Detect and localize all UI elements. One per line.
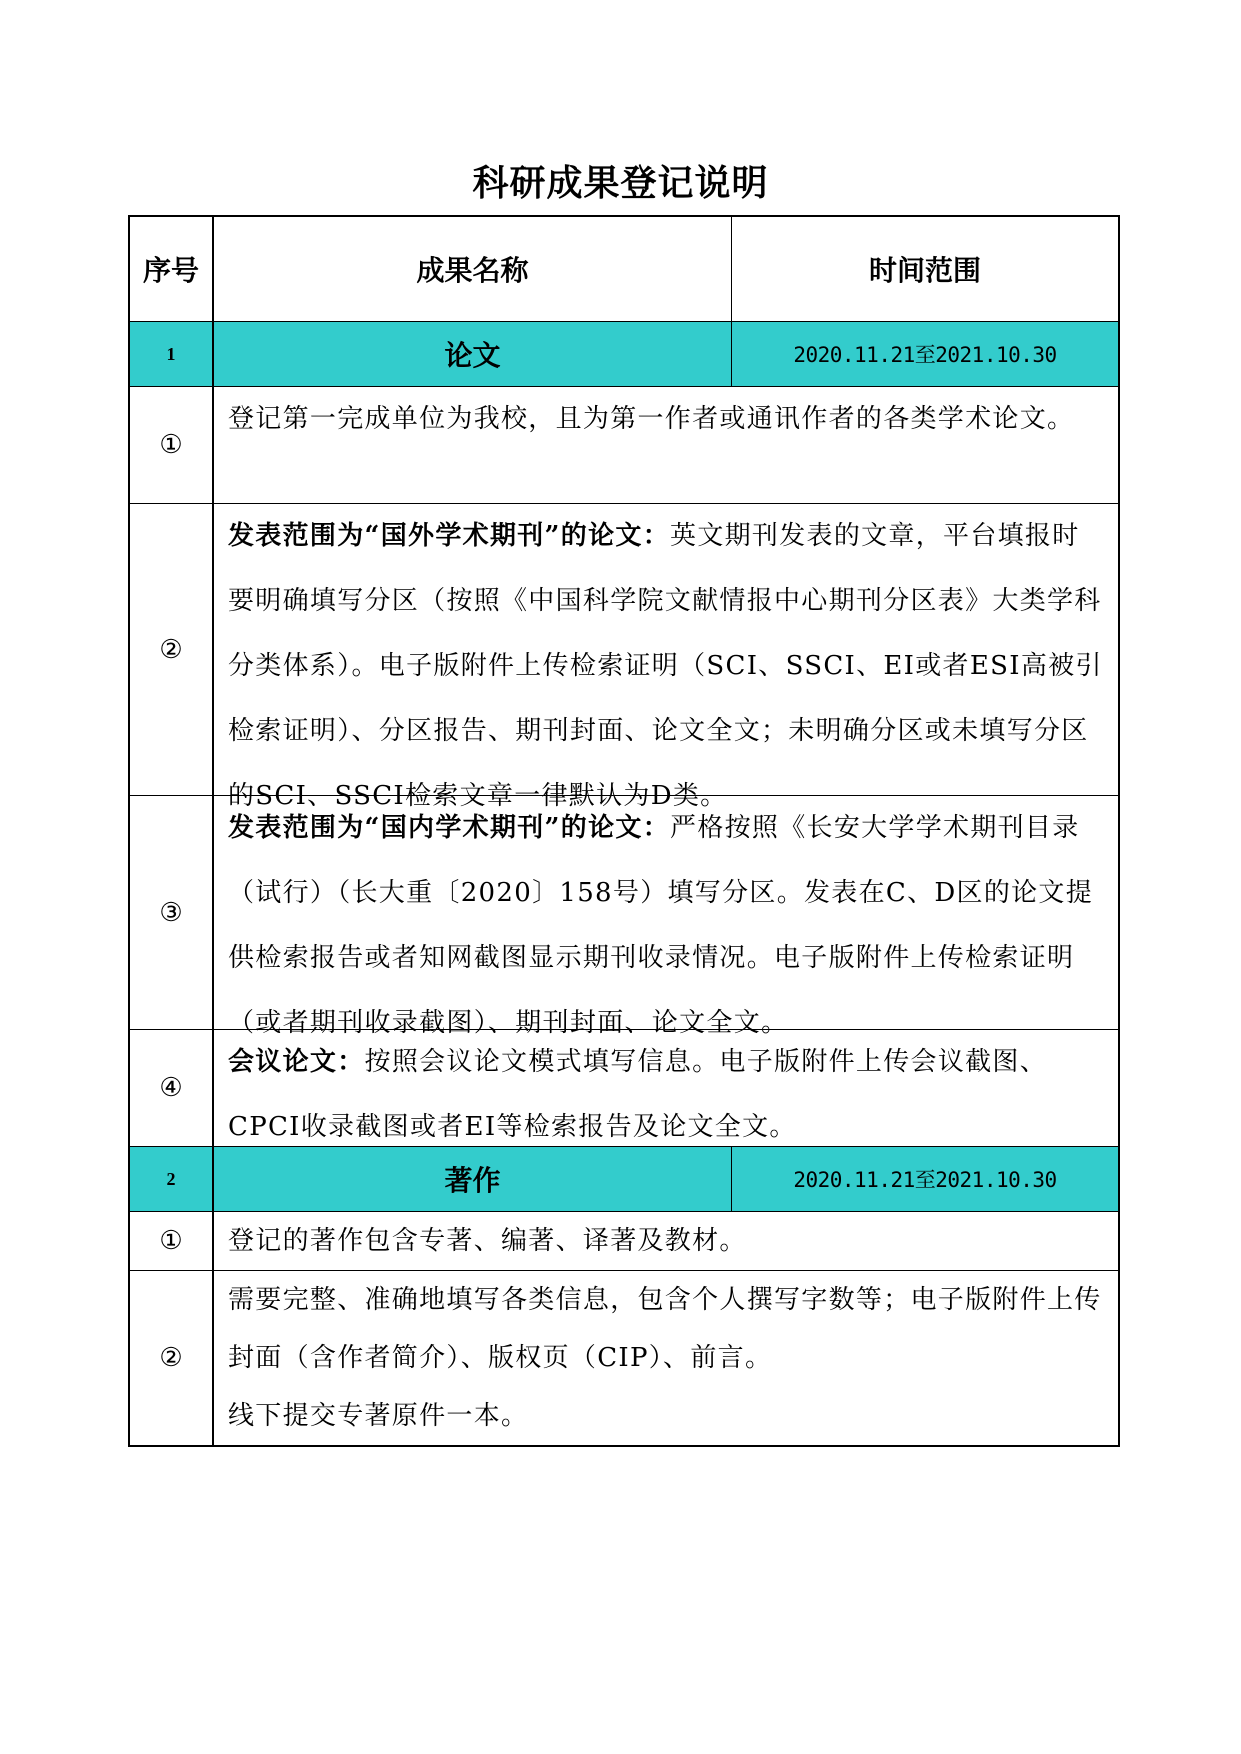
table-row xyxy=(130,1270,1118,1445)
item-description xyxy=(214,1271,1118,1445)
table-row xyxy=(130,386,1118,503)
header-no: 序号 xyxy=(130,217,214,321)
section-time-range: 2020.11.21至2021.10.30 xyxy=(793,1168,1057,1192)
section-name: 著作 xyxy=(214,1147,732,1211)
item-mark: ④ xyxy=(130,1030,214,1146)
item-bold-label: 发表范围为“国外学术期刊”的论文： xyxy=(228,521,671,551)
section-row-books xyxy=(130,1146,1118,1211)
section-number: 1 xyxy=(130,322,214,386)
item-text: 需要完整、准确地填写各类信息，包含个人撰写字数等；电子版附件上传封面（含作者简介）、版权页（CIP）、前言。 xyxy=(228,1285,1102,1373)
item-bold-label: 发表范围为“国内学术期刊”的论文： xyxy=(228,813,671,843)
header-name: 成果名称 xyxy=(214,217,732,321)
item-description xyxy=(214,796,1118,1038)
table-header-row xyxy=(130,217,1118,321)
item-text: 英文期刊发表的文章，平台填报时要明确填写分区（按照《中国科学院文献情报中心期刊分区表》大类学科分类体系）。电子版附件上传检索证明（SCI、SSCI、EI或者ESI高被引检索证明）、分区报告、期刊封面、论文全文；未明确分区或未填写分区的SCI、SSCI检索文章一律默认为D类。 xyxy=(228,521,1103,811)
item-mark: ② xyxy=(130,1271,214,1445)
item-text: 登记的著作包含专著、编著、译著及教材。 xyxy=(228,1226,747,1256)
header-range: 时间范围 xyxy=(868,254,981,287)
section-row-papers xyxy=(130,321,1118,386)
item-bold-label: 会议论文： xyxy=(228,1047,365,1077)
item-mark: ② xyxy=(130,504,214,795)
item-text: 登记第一完成单位为我校，且为第一作者或通讯作者的各类学术论文。 xyxy=(228,404,1075,434)
item-mark: ① xyxy=(130,387,214,503)
item-text: 按照会议论文模式填写信息。电子版附件上传会议截图、CPCI收录截图或者EI等检索报告及论文全文。 xyxy=(228,1047,1048,1142)
item-description xyxy=(214,1212,1118,1270)
item-description xyxy=(214,1030,1118,1146)
item-mark: ① xyxy=(130,1212,214,1270)
registration-table xyxy=(128,215,1120,1447)
table-row xyxy=(130,1211,1118,1270)
item-text-extra: 线下提交专著原件一本。 xyxy=(228,1401,529,1431)
item-description xyxy=(214,504,1118,811)
table-row xyxy=(130,503,1118,811)
table-row xyxy=(130,1029,1118,1146)
item-mark: ③ xyxy=(130,796,214,1029)
section-name: 论文 xyxy=(214,322,732,386)
table-row xyxy=(130,795,1118,1038)
item-description xyxy=(214,387,1118,503)
item-text: 严格按照《长安大学学术期刊目录（试行）（长大重〔2020〕158号）填写分区。发表在C、D区的论文提供检索报告或者知网截图显示期刊收录情况。电子版附件上传检索证明（或者期刊收录截图）、期刊封面、论文全文。 xyxy=(228,813,1094,1038)
section-time-range: 2020.11.21至2021.10.30 xyxy=(793,343,1057,367)
page-title: 科研成果登记说明 xyxy=(472,162,769,204)
section-number: 2 xyxy=(130,1147,214,1211)
